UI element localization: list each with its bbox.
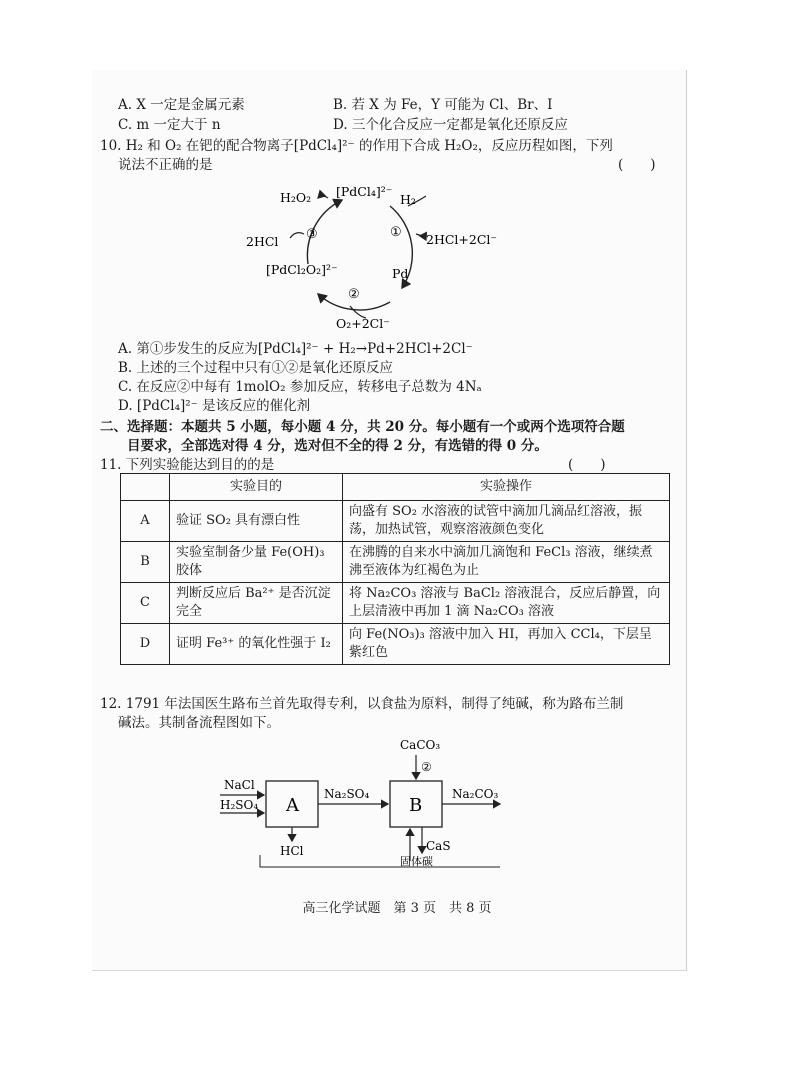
q10-stem-line2: 说法不正确的是 xyxy=(118,157,213,173)
table-row xyxy=(121,583,670,624)
q10-option-d: D. [PdCl₄]²⁻ 是该反应的催化剂 xyxy=(118,398,311,414)
flow-label-box-b: B xyxy=(409,795,423,816)
cycle-label-h2o2: H₂O₂ xyxy=(280,190,312,205)
q9-option-a: A. X 一定是金属元素 xyxy=(118,97,245,113)
cycle-label-pdcl2o2: [PdCl₂O₂]²⁻ xyxy=(266,262,338,277)
flow-label-caco3: CaCO₃ xyxy=(400,738,441,752)
q10-reaction-cycle-diagram xyxy=(230,176,530,338)
flow-label-na2so4: Na₂SO₄ xyxy=(324,787,370,801)
table-cell-operation: 在沸腾的自来水中滴加几滴饱和 FeCl₃ 溶液，继续煮沸至液体为红褐色为止 xyxy=(343,542,670,583)
table-cell-aim: 验证 SO₂ 具有漂白性 xyxy=(170,501,343,542)
table-row xyxy=(121,542,670,583)
q10-option-c: C. 在反应②中每有 1molO₂ 参加反应，转移电子总数为 4Nₐ xyxy=(118,379,482,395)
flow-label-step2: ② xyxy=(421,760,432,774)
section2-heading-line2: 目要求，全部选对得 4 分，选对但不全的得 2 分，有选错的得 0 分。 xyxy=(100,438,548,454)
page-footer: 高三化学试题 第 3 页 共 8 页 xyxy=(302,901,492,916)
hcl-out-arrow xyxy=(416,234,426,240)
table-cell-operation: 向盛有 SO₂ 水溶液的试管中滴加几滴品红溶液，振荡，加热试管，观察溶液颜色变化 xyxy=(343,501,670,542)
q10-option-a: A. 第①步发生的反应为[PdCl₄]²⁻ + H₂→Pd+2HCl+2Cl⁻ xyxy=(118,341,473,357)
table-row xyxy=(121,624,670,665)
table-cell-operation: 将 Na₂CO₃ 溶液与 BaCl₂ 溶液混合，反应后静置，向上层清液中再加 1 滴 Na₂CO₃ 溶液 xyxy=(343,583,670,624)
table-row xyxy=(121,501,670,542)
table-cell-aim: 判断反应后 Ba²⁺ 是否沉淀完全 xyxy=(170,583,343,624)
table-cell-option: C xyxy=(121,583,170,624)
flow-label-na2co3: Na₂CO₃ xyxy=(452,787,499,801)
flow-label-nacl: NaCl xyxy=(224,778,255,792)
table-cell-option: D xyxy=(121,624,170,665)
cycle-label-pd: Pd xyxy=(392,266,409,281)
cycle-label-pdcl4: [PdCl₄]²⁻ xyxy=(336,184,393,199)
table-header-option xyxy=(121,474,170,501)
q9-option-d: D. 三个化合反应一定都是氧化还原反应 xyxy=(333,117,568,133)
section2-heading-line1: 二、选择题：本题共 5 小题，每小题 4 分，共 20 分。每小题有一个或两个选项符合题 xyxy=(100,419,625,435)
cycle-step3-marker: ③ xyxy=(306,227,318,242)
q12-stem-line1: 12. 1791 年法国医生路布兰首先取得专利，以食盐为原料，制得了纯碱，称为路布兰制 xyxy=(100,696,624,712)
q10-answer-bracket: ( ) xyxy=(618,157,656,173)
table-cell-operation: 向 Fe(NO₃)₃ 溶液中加入 HI，再加入 CCl₄，下层呈紫红色 xyxy=(343,624,670,665)
cycle-label-h2: H₂ xyxy=(400,192,416,207)
q9-option-b: B. 若 X 为 Fe，Y 可能为 Cl、Br、I xyxy=(333,97,553,113)
cycle-label-right-out: 2HCl+2Cl⁻ xyxy=(426,232,498,247)
h2o2-out-arrow xyxy=(318,196,328,198)
hcl-in-arrow xyxy=(290,233,304,238)
table-cell-aim: 实验室制备少量 Fe(OH)₃ 胶体 xyxy=(170,542,343,583)
q12-stem-line2: 碱法。其制备流程图如下。 xyxy=(118,715,280,731)
table-header-operation: 实验操作 xyxy=(343,474,670,501)
q9-option-c: C. m 一定大于 n xyxy=(118,117,221,133)
cycle-step1-marker: ① xyxy=(390,225,402,240)
q11-answer-bracket: ( ) xyxy=(568,457,606,473)
q12-leblanc-flow-diagram xyxy=(200,735,560,870)
flow-label-box-a: A xyxy=(286,795,299,816)
table-header-aim: 实验目的 xyxy=(170,474,343,501)
flow-label-solid-carbon: 固体碳 xyxy=(400,855,433,868)
cycle-label-o2-in: O₂+2Cl⁻ xyxy=(336,316,390,331)
flow-label-cas: CaS xyxy=(426,839,451,853)
q11-stem: 11. 下列实验能达到目的的是 xyxy=(100,457,275,473)
flow-label-h2so4: H₂SO₄ xyxy=(220,798,259,812)
table-cell-option: B xyxy=(121,542,170,583)
table-header-row xyxy=(121,474,670,501)
q11-experiment-table xyxy=(120,473,670,665)
table-cell-aim: 证明 Fe³⁺ 的氧化性强于 I₂ xyxy=(170,624,343,665)
cycle-label-2hcl: 2HCl xyxy=(246,234,279,249)
q10-stem-line1: 10. H₂ 和 O₂ 在钯的配合物离子[PdCl₄]²⁻ 的作用下合成 H₂O₂，反应历程如图，下列 xyxy=(100,138,613,154)
table-cell-option: A xyxy=(121,501,170,542)
flow-label-hcl: HCl xyxy=(280,844,304,858)
cycle-step2-marker: ② xyxy=(348,287,360,302)
q10-option-b: B. 上述的三个过程中只有①②是氧化还原反应 xyxy=(118,360,394,376)
